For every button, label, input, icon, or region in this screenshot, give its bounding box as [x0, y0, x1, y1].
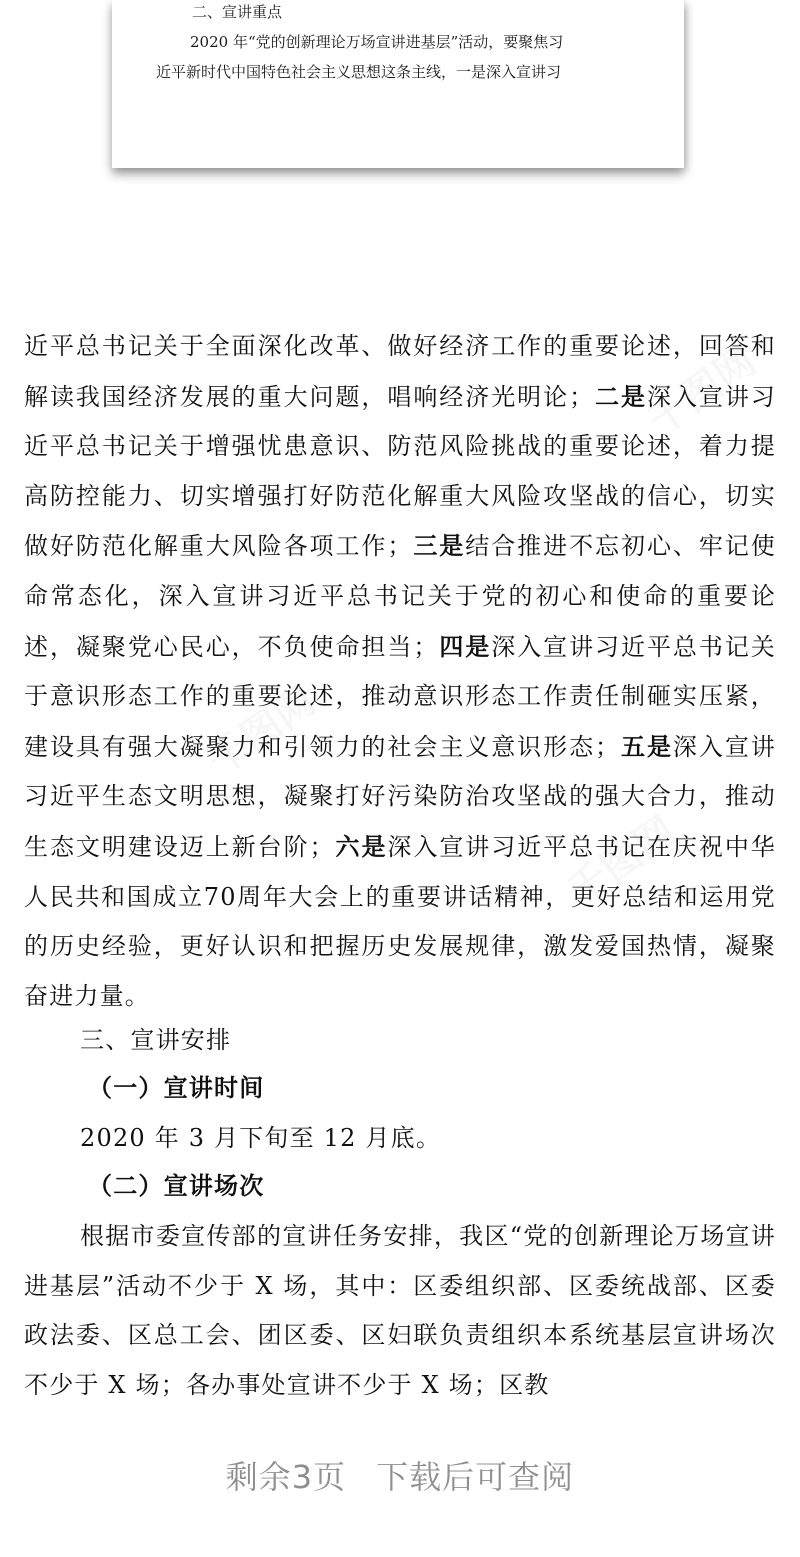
- subsection-heading-time: （一）宣讲时间: [88, 1073, 265, 1102]
- subsection-heading-sessions: （二）宣讲场次: [88, 1171, 265, 1200]
- text-segment: 深入宣讲习近平总书记在庆祝中华人民共和国成立70周年大会上的重要讲话精神，更好总结和运用党的历史经验，更好认识和把握历史发展规律，激发爱国热情，凝聚奋进力量。: [24, 832, 776, 1010]
- schedule-text: 2020 年 3 月下旬至 12 月底。: [80, 1124, 442, 1152]
- article-paragraph: [24, 322, 776, 1021]
- ordinal-emphasis: 五是: [620, 731, 673, 761]
- download-to-view-label[interactable]: 下载后可查阅: [376, 1458, 575, 1496]
- text-segment: 结合推进不忘初心、牢记使命常态化，深入宣讲习近平总书记关于党的初心和使命的重要论述，凝聚党心民心，不负使命担当；: [24, 532, 776, 661]
- sessions-paragraph: [24, 1212, 776, 1410]
- preview-heading: 二、宣讲重点: [192, 3, 283, 21]
- ordinal-emphasis: 三是: [412, 531, 466, 561]
- remaining-pages-label[interactable]: 剩余3页: [225, 1458, 347, 1496]
- text-segment: 深入宣讲习近平生态文明思想，凝聚打好污染防治攻坚战的强大合力，推动生态文明建设迈上新台阶；: [24, 732, 776, 861]
- section-heading: 三、宣讲安排: [80, 1026, 232, 1054]
- ordinal-emphasis: 四是: [438, 631, 492, 661]
- text-segment: 深入宣讲习近平总书记关于意识形态工作的重要论述，推动意识形态工作责任制砸实压紧，建设具有强大凝聚力和引领力的社会主义意识形态；: [24, 632, 777, 761]
- preview-text-line: 近平新时代中国特色社会主义思想这条主线，一是深入宣讲习: [156, 63, 562, 81]
- ordinal-emphasis: 六是: [334, 831, 388, 861]
- ordinal-emphasis: 二是: [594, 381, 647, 411]
- article-paragraph: 根据市委宣传部的宣讲任务安排，我区“党的创新理论万场宣讲进基层”活动不少于 X 场，其中：区委组织部、区委统战部、区委政法委、区总工会、团区委、区妇联负责组织本系统基层宣讲场次不少于 X 场；各办事处宣讲不少于 X 场；区教: [24, 1222, 776, 1399]
- text-segment: 近平总书记关于全面深化改革、做好经济工作的重要论述，回答和解读我国经济发展的重大问题，唱响经济光明论；: [24, 332, 776, 411]
- article-body: [24, 322, 776, 1021]
- document-preview-card: [112, 0, 684, 168]
- preview-text-line: 2020 年“党的创新理论万场宣讲进基层”活动，要聚焦习: [190, 33, 564, 51]
- text-segment: 深入宣讲习近平总书记关于增强忧患意识、防范风险挑战的重要论述，着力提高防控能力、切实增强打好防范化解重大风险攻坚战的信心，切实做好防范化解重大风险各项工作；: [24, 382, 776, 561]
- download-notice[interactable]: [0, 1455, 800, 1499]
